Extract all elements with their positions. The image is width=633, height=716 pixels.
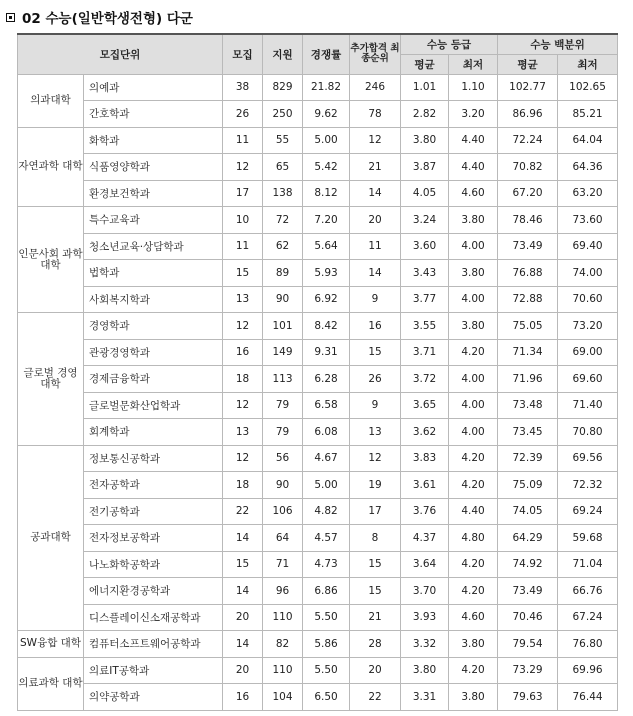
ratio-cell: 5.93: [303, 260, 350, 287]
table-row: [18, 445, 618, 472]
quota-cell: 18: [223, 366, 263, 393]
rank-cell: 12: [350, 127, 401, 154]
college-cell: SW융합 대학: [18, 631, 84, 658]
grade-avg-cell: 1.01: [401, 74, 449, 101]
percentile-min-cell: 73.20: [558, 313, 618, 340]
quota-cell: 16: [223, 339, 263, 366]
rank-cell: 20: [350, 207, 401, 234]
applicants-cell: 71: [263, 551, 303, 578]
percentile-avg-cell: 64.29: [498, 525, 558, 552]
quota-cell: 11: [223, 233, 263, 260]
quota-cell: 26: [223, 101, 263, 128]
grade-min-cell: 4.40: [449, 154, 498, 181]
ratio-cell: 5.00: [303, 127, 350, 154]
grade-avg-cell: 3.70: [401, 578, 449, 605]
grade-avg-cell: 3.24: [401, 207, 449, 234]
grade-min-cell: 3.20: [449, 101, 498, 128]
ratio-cell: 6.58: [303, 392, 350, 419]
applicants-cell: 79: [263, 392, 303, 419]
table-row: [18, 366, 618, 393]
unit-cell: 컴퓨터소프트웨어공학과: [84, 631, 223, 658]
table-row: [18, 313, 618, 340]
percentile-avg-cell: 73.29: [498, 657, 558, 684]
rank-cell: 9: [350, 392, 401, 419]
table-row: [18, 578, 618, 605]
percentile-min-cell: 71.40: [558, 392, 618, 419]
quota-cell: 13: [223, 419, 263, 446]
grade-avg-cell: 3.65: [401, 392, 449, 419]
percentile-avg-cell: 75.05: [498, 313, 558, 340]
grade-avg-cell: 2.82: [401, 101, 449, 128]
quota-cell: 12: [223, 154, 263, 181]
table-body: [18, 74, 618, 710]
grade-min-cell: 3.80: [449, 207, 498, 234]
grade-avg-cell: 4.05: [401, 180, 449, 207]
applicants-cell: 101: [263, 313, 303, 340]
percentile-min-cell: 59.68: [558, 525, 618, 552]
grade-avg-cell: 3.77: [401, 286, 449, 313]
quota-cell: 16: [223, 684, 263, 711]
college-cell: 글로벌 경영 대학: [18, 313, 84, 446]
rank-cell: 16: [350, 313, 401, 340]
percentile-avg-cell: 67.20: [498, 180, 558, 207]
ratio-cell: 5.50: [303, 604, 350, 631]
grade-min-cell: 4.20: [449, 445, 498, 472]
quota-cell: 15: [223, 260, 263, 287]
percentile-min-cell: 70.60: [558, 286, 618, 313]
percentile-avg-cell: 75.09: [498, 472, 558, 499]
table-row: [18, 101, 618, 128]
table-row: [18, 127, 618, 154]
ratio-cell: 8.42: [303, 313, 350, 340]
unit-cell: 경제금융학과: [84, 366, 223, 393]
quota-cell: 12: [223, 392, 263, 419]
unit-cell: 의료IT공학과: [84, 657, 223, 684]
percentile-min-cell: 69.56: [558, 445, 618, 472]
percentile-avg-cell: 72.24: [498, 127, 558, 154]
applicants-cell: 72: [263, 207, 303, 234]
grade-avg-cell: 3.83: [401, 445, 449, 472]
table-row: [18, 154, 618, 181]
percentile-avg-cell: 86.96: [498, 101, 558, 128]
applicants-cell: 65: [263, 154, 303, 181]
percentile-avg-cell: 70.46: [498, 604, 558, 631]
quota-cell: 15: [223, 551, 263, 578]
applicants-cell: 113: [263, 366, 303, 393]
applicants-cell: 104: [263, 684, 303, 711]
percentile-min-cell: 70.80: [558, 419, 618, 446]
ratio-cell: 4.73: [303, 551, 350, 578]
percentile-min-cell: 76.80: [558, 631, 618, 658]
percentile-avg-cell: 71.34: [498, 339, 558, 366]
unit-cell: 화학과: [84, 127, 223, 154]
quota-cell: 20: [223, 604, 263, 631]
ratio-cell: 6.08: [303, 419, 350, 446]
percentile-min-cell: 64.04: [558, 127, 618, 154]
quota-cell: 20: [223, 657, 263, 684]
grade-min-cell: 4.20: [449, 551, 498, 578]
applicants-cell: 90: [263, 286, 303, 313]
grade-min-cell: 4.40: [449, 498, 498, 525]
ratio-cell: 8.12: [303, 180, 350, 207]
percentile-avg-cell: 76.88: [498, 260, 558, 287]
rank-cell: 12: [350, 445, 401, 472]
percentile-avg-cell: 73.49: [498, 578, 558, 605]
quota-cell: 14: [223, 525, 263, 552]
header-ratio: 경쟁률: [303, 34, 350, 74]
percentile-avg-cell: 79.54: [498, 631, 558, 658]
applicants-cell: 55: [263, 127, 303, 154]
unit-cell: 식품영양학과: [84, 154, 223, 181]
grade-avg-cell: 3.43: [401, 260, 449, 287]
header-quota: 모집: [223, 34, 263, 74]
unit-cell: 회계학과: [84, 419, 223, 446]
header-percentile-group: 수능 백분위: [498, 34, 618, 54]
grade-avg-cell: 3.93: [401, 604, 449, 631]
grade-min-cell: 4.80: [449, 525, 498, 552]
table-row: [18, 419, 618, 446]
grade-min-cell: 4.20: [449, 472, 498, 499]
ratio-cell: 6.92: [303, 286, 350, 313]
ratio-cell: 4.57: [303, 525, 350, 552]
header-grade-group: 수능 등급: [401, 34, 498, 54]
percentile-avg-cell: 73.49: [498, 233, 558, 260]
applicants-cell: 149: [263, 339, 303, 366]
grade-min-cell: 4.00: [449, 419, 498, 446]
percentile-min-cell: 67.24: [558, 604, 618, 631]
grade-min-cell: 4.60: [449, 180, 498, 207]
unit-cell: 전자공학과: [84, 472, 223, 499]
unit-cell: 나노화학공학과: [84, 551, 223, 578]
grade-avg-cell: 3.80: [401, 657, 449, 684]
grade-min-cell: 4.20: [449, 578, 498, 605]
applicants-cell: 106: [263, 498, 303, 525]
applicants-cell: 110: [263, 604, 303, 631]
applicants-cell: 64: [263, 525, 303, 552]
rank-cell: 11: [350, 233, 401, 260]
rank-cell: 15: [350, 551, 401, 578]
quota-cell: 14: [223, 631, 263, 658]
quota-cell: 14: [223, 578, 263, 605]
percentile-avg-cell: 74.05: [498, 498, 558, 525]
quota-cell: 12: [223, 445, 263, 472]
rank-cell: 246: [350, 74, 401, 101]
grade-min-cell: 4.20: [449, 339, 498, 366]
percentile-avg-cell: 72.39: [498, 445, 558, 472]
percentile-avg-cell: 71.96: [498, 366, 558, 393]
percentile-avg-cell: 73.48: [498, 392, 558, 419]
grade-min-cell: 3.80: [449, 684, 498, 711]
rank-cell: 9: [350, 286, 401, 313]
ratio-cell: 6.50: [303, 684, 350, 711]
rank-cell: 14: [350, 260, 401, 287]
grade-min-cell: 1.10: [449, 74, 498, 101]
header-grade-avg: 평균: [401, 54, 449, 74]
table-row: [18, 392, 618, 419]
percentile-avg-cell: 70.82: [498, 154, 558, 181]
quota-cell: 10: [223, 207, 263, 234]
quota-cell: 22: [223, 498, 263, 525]
grade-avg-cell: 4.37: [401, 525, 449, 552]
table-row: [18, 631, 618, 658]
section-title-text: 02 수능(일반학생전형) 다군: [22, 11, 193, 27]
applicants-cell: 82: [263, 631, 303, 658]
applicants-cell: 96: [263, 578, 303, 605]
quota-cell: 12: [223, 313, 263, 340]
grade-min-cell: 3.80: [449, 313, 498, 340]
rank-cell: 13: [350, 419, 401, 446]
percentile-avg-cell: 79.63: [498, 684, 558, 711]
rank-cell: 15: [350, 578, 401, 605]
quota-cell: 38: [223, 74, 263, 101]
college-cell: 의료과학 대학: [18, 657, 84, 710]
ratio-cell: 9.62: [303, 101, 350, 128]
quota-cell: 13: [223, 286, 263, 313]
table-row: [18, 233, 618, 260]
rank-cell: 20: [350, 657, 401, 684]
square-bullet-icon: [6, 13, 15, 22]
college-cell: 인문사회 과학대학: [18, 207, 84, 313]
grade-avg-cell: 3.32: [401, 631, 449, 658]
header-grade-min: 최저: [449, 54, 498, 74]
rank-cell: 26: [350, 366, 401, 393]
grade-avg-cell: 3.76: [401, 498, 449, 525]
percentile-min-cell: 102.65: [558, 74, 618, 101]
unit-cell: 정보통신공학과: [84, 445, 223, 472]
table-row: [18, 604, 618, 631]
header-waitlist-rank: 추가합격 최종순위: [350, 34, 401, 74]
grade-avg-cell: 3.87: [401, 154, 449, 181]
unit-cell: 경영학과: [84, 313, 223, 340]
unit-cell: 특수교육과: [84, 207, 223, 234]
ratio-cell: 9.31: [303, 339, 350, 366]
applicants-cell: 62: [263, 233, 303, 260]
grade-avg-cell: 3.72: [401, 366, 449, 393]
grade-avg-cell: 3.64: [401, 551, 449, 578]
ratio-cell: 6.28: [303, 366, 350, 393]
applicants-cell: 138: [263, 180, 303, 207]
unit-cell: 의약공학과: [84, 684, 223, 711]
ratio-cell: 5.00: [303, 472, 350, 499]
unit-cell: 전자정보공학과: [84, 525, 223, 552]
quota-cell: 11: [223, 127, 263, 154]
unit-cell: 간호학과: [84, 101, 223, 128]
percentile-min-cell: 76.44: [558, 684, 618, 711]
grade-min-cell: 4.00: [449, 233, 498, 260]
table-row: [18, 684, 618, 711]
quota-cell: 18: [223, 472, 263, 499]
grade-min-cell: 4.60: [449, 604, 498, 631]
percentile-avg-cell: 74.92: [498, 551, 558, 578]
grade-avg-cell: 3.62: [401, 419, 449, 446]
grade-min-cell: 4.20: [449, 657, 498, 684]
ratio-cell: 5.64: [303, 233, 350, 260]
unit-cell: 사회복지학과: [84, 286, 223, 313]
applicants-cell: 56: [263, 445, 303, 472]
percentile-min-cell: 73.60: [558, 207, 618, 234]
table-row: [18, 525, 618, 552]
applicants-cell: 79: [263, 419, 303, 446]
grade-min-cell: 4.00: [449, 366, 498, 393]
percentile-min-cell: 85.21: [558, 101, 618, 128]
rank-cell: 28: [350, 631, 401, 658]
grade-avg-cell: 3.60: [401, 233, 449, 260]
rank-cell: 22: [350, 684, 401, 711]
table-row: [18, 207, 618, 234]
unit-cell: 글로벌문화산업학과: [84, 392, 223, 419]
table-row: [18, 472, 618, 499]
section-title: [6, 6, 193, 28]
unit-cell: 의예과: [84, 74, 223, 101]
applicants-cell: 829: [263, 74, 303, 101]
percentile-min-cell: 72.32: [558, 472, 618, 499]
table-row: [18, 551, 618, 578]
applicants-cell: 90: [263, 472, 303, 499]
applicants-cell: 250: [263, 101, 303, 128]
ratio-cell: 6.86: [303, 578, 350, 605]
ratio-cell: 5.86: [303, 631, 350, 658]
unit-cell: 법학과: [84, 260, 223, 287]
table-row: [18, 74, 618, 101]
rank-cell: 78: [350, 101, 401, 128]
grade-min-cell: 3.80: [449, 260, 498, 287]
ratio-cell: 4.82: [303, 498, 350, 525]
rank-cell: 8: [350, 525, 401, 552]
percentile-min-cell: 63.20: [558, 180, 618, 207]
rank-cell: 19: [350, 472, 401, 499]
unit-cell: 전기공학과: [84, 498, 223, 525]
grade-avg-cell: 3.31: [401, 684, 449, 711]
percentile-min-cell: 69.96: [558, 657, 618, 684]
percentile-min-cell: 64.36: [558, 154, 618, 181]
grade-min-cell: 4.00: [449, 286, 498, 313]
percentile-avg-cell: 78.46: [498, 207, 558, 234]
unit-cell: 디스플레이신소재공학과: [84, 604, 223, 631]
grade-avg-cell: 3.61: [401, 472, 449, 499]
percentile-min-cell: 66.76: [558, 578, 618, 605]
unit-cell: 청소년교육·상담학과: [84, 233, 223, 260]
rank-cell: 21: [350, 154, 401, 181]
percentile-min-cell: 71.04: [558, 551, 618, 578]
table-row: [18, 180, 618, 207]
ratio-cell: 5.42: [303, 154, 350, 181]
header-applicants: 지원: [263, 34, 303, 74]
percentile-avg-cell: 72.88: [498, 286, 558, 313]
unit-cell: 관광경영학과: [84, 339, 223, 366]
grade-avg-cell: 3.55: [401, 313, 449, 340]
ratio-cell: 5.50: [303, 657, 350, 684]
header-unit: 모집단위: [18, 34, 223, 74]
ratio-cell: 4.67: [303, 445, 350, 472]
grade-min-cell: 4.00: [449, 392, 498, 419]
rank-cell: 14: [350, 180, 401, 207]
grade-avg-cell: 3.71: [401, 339, 449, 366]
unit-cell: 환경보건학과: [84, 180, 223, 207]
table-row: [18, 286, 618, 313]
percentile-min-cell: 69.60: [558, 366, 618, 393]
percentile-avg-cell: 102.77: [498, 74, 558, 101]
table-header: [18, 34, 618, 74]
applicants-cell: 110: [263, 657, 303, 684]
unit-cell: 에너지환경공학과: [84, 578, 223, 605]
quota-cell: 17: [223, 180, 263, 207]
applicants-cell: 89: [263, 260, 303, 287]
percentile-avg-cell: 73.45: [498, 419, 558, 446]
percentile-min-cell: 69.24: [558, 498, 618, 525]
percentile-min-cell: 69.00: [558, 339, 618, 366]
table-row: [18, 260, 618, 287]
ratio-cell: 7.20: [303, 207, 350, 234]
table-row: [18, 498, 618, 525]
ratio-cell: 21.82: [303, 74, 350, 101]
header-percentile-min: 최저: [558, 54, 618, 74]
grade-min-cell: 3.80: [449, 631, 498, 658]
college-cell: 의과대학: [18, 74, 84, 127]
table-row: [18, 657, 618, 684]
grade-avg-cell: 3.80: [401, 127, 449, 154]
rank-cell: 21: [350, 604, 401, 631]
admission-results-table: [17, 33, 618, 711]
percentile-min-cell: 74.00: [558, 260, 618, 287]
rank-cell: 17: [350, 498, 401, 525]
table-row: [18, 339, 618, 366]
grade-min-cell: 4.40: [449, 127, 498, 154]
header-percentile-avg: 평균: [498, 54, 558, 74]
percentile-min-cell: 69.40: [558, 233, 618, 260]
college-cell: 공과대학: [18, 445, 84, 631]
rank-cell: 15: [350, 339, 401, 366]
college-cell: 자연과학 대학: [18, 127, 84, 207]
